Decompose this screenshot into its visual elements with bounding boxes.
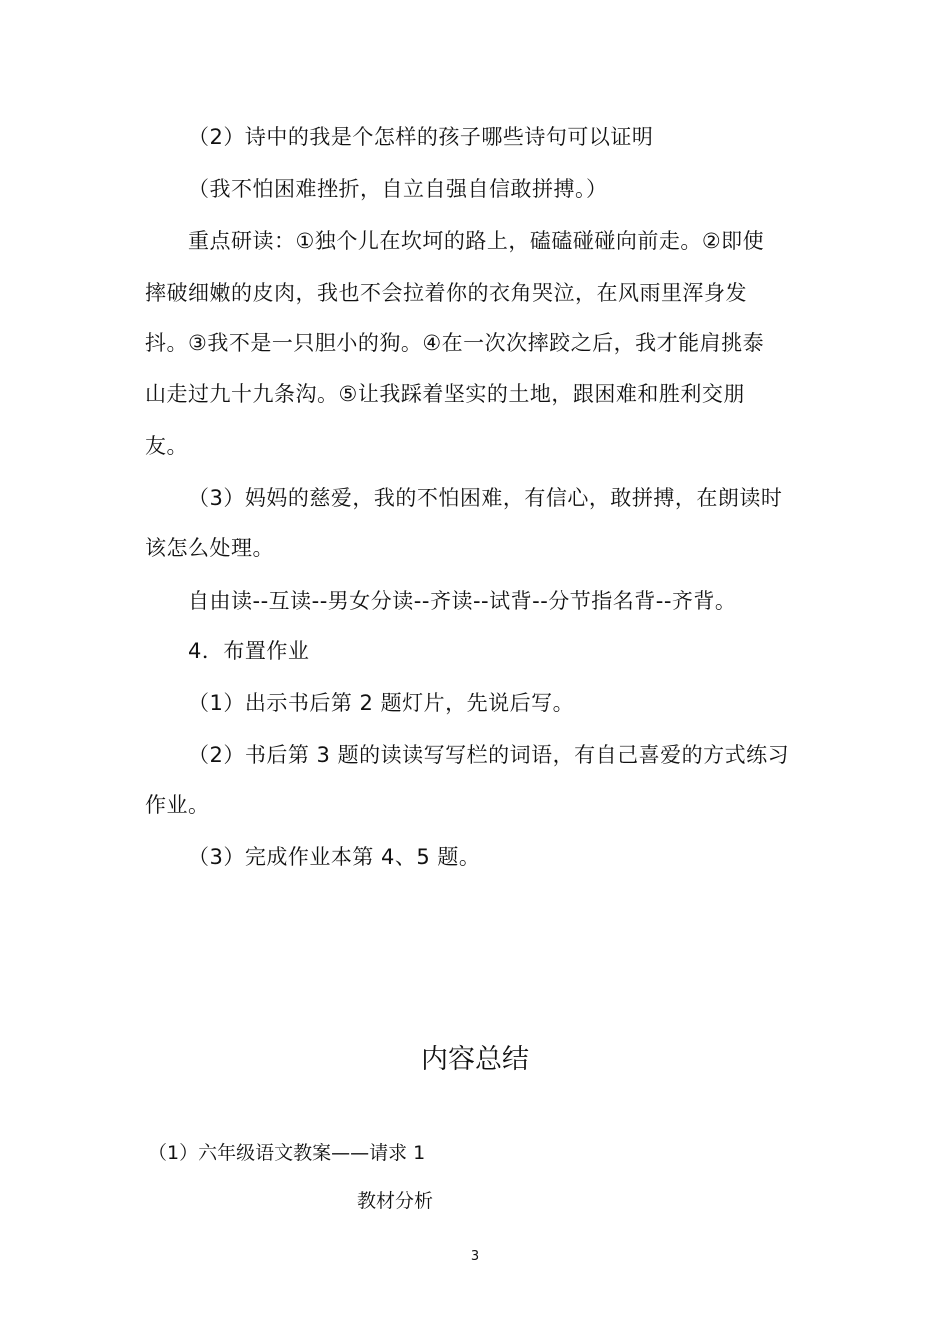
summary-item: （1）六年级语文教案——请求 1 — [148, 1142, 426, 1164]
page-number: 3 — [470, 1249, 480, 1264]
body-line-15: （3）完成作业本第 4、5 题。 — [188, 845, 481, 869]
section-heading-homework: 4．布置作业 — [188, 639, 310, 663]
body-line-1: （2）诗中的我是个怎样的孩子哪些诗句可以证明 — [188, 125, 654, 149]
body-line-7: 友。 — [145, 434, 188, 458]
body-line-10: 自由读--互读--男女分读--齐读--试背--分节指名背--齐背。 — [188, 589, 737, 613]
body-line-5: 抖。③我不是一只胆小的狗。④在一次次摔跤之后，我才能肩挑泰 — [145, 331, 765, 355]
body-line-14: 作业。 — [145, 793, 210, 817]
summary-subtitle: 教材分析 — [357, 1190, 434, 1212]
body-line-8: （3）妈妈的慈爱，我的不怕困难，有信心，敢拼搏，在朗读时 — [188, 486, 783, 510]
body-line-2: （我不怕困难挫折，自立自强自信敢拼搏。） — [188, 177, 608, 201]
body-line-6: 山走过九十九条沟。⑤让我踩着坚实的土地，跟困难和胜利交朋 — [145, 382, 745, 406]
body-line-12: （1）出示书后第 2 题灯片，先说后写。 — [188, 691, 575, 715]
body-line-9: 该怎么处理。 — [145, 536, 274, 560]
body-line-4: 摔破细嫩的皮肉，我也不会拉着你的衣角哭泣，在风雨里浑身发 — [145, 281, 747, 305]
body-line-3: 重点研读：①独个儿在坎坷的路上，磕磕碰碰向前走。②即使 — [188, 229, 765, 253]
body-line-13: （2）书后第 3 题的读读写写栏的词语，有自己喜爱的方式练习 — [188, 743, 790, 767]
summary-title: 内容总结 — [421, 1044, 529, 1075]
